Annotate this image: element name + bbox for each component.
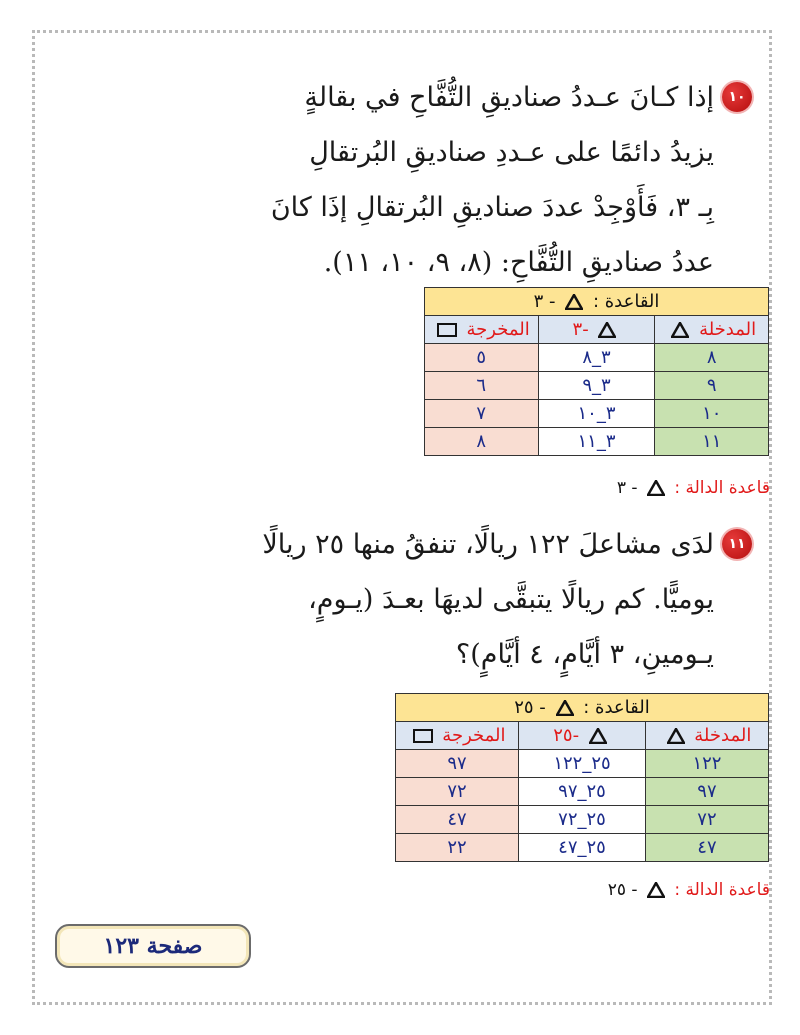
triangle-icon <box>667 728 685 744</box>
table-1-input-cell: ١٠ <box>655 400 769 428</box>
triangle-icon <box>647 480 665 496</box>
table-1-output-cell: ٨ <box>425 428 539 456</box>
table-1-function-rule-label: قاعدة الدالة : <box>674 478 770 498</box>
table-row <box>425 428 769 456</box>
table-2-header-output-label: المخرجة <box>442 725 506 746</box>
table-1-function-rule-value: - ٣ <box>616 478 638 498</box>
table-2-header-input-label: المدخلة <box>694 725 752 746</box>
table-1-header-output <box>425 316 539 344</box>
problem-11-line: لدَى مشاعلَ ١٢٢ ريالًا، تنفقُ منها ٢٥ ريالًا <box>262 529 714 560</box>
table-1-header-operation <box>538 316 655 344</box>
function-table-1 <box>424 287 769 456</box>
triangle-icon <box>647 882 665 898</box>
table-row <box>425 400 769 428</box>
table-1-function-rule <box>617 478 770 498</box>
table-2-operation-cell: ٢٥_٩٧ <box>519 778 646 806</box>
page-number-label: صفحة ١٢٣ <box>103 933 203 959</box>
table-2-output-cell: ٤٧ <box>396 806 519 834</box>
table-1-header-operation-label: -٣ <box>572 319 589 340</box>
table-1-operation-cell: ٣_٨ <box>538 344 655 372</box>
table-1-header-input <box>655 316 769 344</box>
table-2-header-input <box>645 722 768 750</box>
problem-10-line: عددُ صناديقِ التُّفَّاحِ: (٨، ٩، ١٠، ١١). <box>323 247 714 278</box>
table-row <box>396 778 769 806</box>
table-row <box>396 750 769 778</box>
table-2-input-cell: ١٢٢ <box>645 750 768 778</box>
table-1-header-output-label: المخرجة <box>466 319 530 340</box>
table-2-input-cell: ٤٧ <box>645 834 768 862</box>
table-row <box>396 834 769 862</box>
table-2-operation-cell: ٢٥_٤٧ <box>519 834 646 862</box>
table-2-operation-cell: ٢٥_١٢٢ <box>519 750 646 778</box>
triangle-icon <box>598 322 616 338</box>
table-row <box>425 344 769 372</box>
table-1-rule-value: - ٣ <box>533 291 556 312</box>
problem-11-text <box>262 517 714 682</box>
triangle-icon <box>556 700 574 716</box>
table-1-operation-cell: ٣_١٠ <box>538 400 655 428</box>
table-1-output-cell: ٦ <box>425 372 539 400</box>
table-1-input-cell: ٨ <box>655 344 769 372</box>
table-row <box>396 806 769 834</box>
problem-10-line: إذا كـانَ عـددُ صناديقِ التُّفَّاحِ في بقالةٍ <box>304 82 714 113</box>
problem-10-line: بِـ ٣، فَأَوْجِدْ عددَ صناديقِ البُرتقالِ إذَا كانَ <box>270 192 714 223</box>
triangle-icon <box>565 294 583 310</box>
table-1-output-cell: ٥ <box>425 344 539 372</box>
table-2-rule <box>396 694 769 722</box>
table-row <box>425 372 769 400</box>
square-icon <box>437 323 457 337</box>
table-2-input-cell: ٩٧ <box>645 778 768 806</box>
problem-11-line: يـومينِ، ٣ أيَّامٍ، ٤ أيَّامٍ)؟ <box>455 639 714 670</box>
page-number-tag <box>55 924 251 968</box>
problem-10-text <box>271 70 714 290</box>
problem-11-number: ١١ <box>728 536 746 552</box>
table-2-operation-cell: ٢٥_٧٢ <box>519 806 646 834</box>
table-2-input-cell: ٧٢ <box>645 806 768 834</box>
table-1-output-cell: ٧ <box>425 400 539 428</box>
table-2-output-cell: ٢٢ <box>396 834 519 862</box>
square-icon <box>413 729 433 743</box>
table-2-function-rule-label: قاعدة الدالة : <box>674 880 770 900</box>
table-2-header-operation-label: -٢٥ <box>553 725 580 746</box>
table-2-rule-value: - ٢٥ <box>514 697 546 718</box>
problem-10-number: ١٠ <box>728 89 746 105</box>
table-2-output-cell: ٩٧ <box>396 750 519 778</box>
triangle-icon <box>589 728 607 744</box>
table-2-function-rule <box>608 880 770 900</box>
table-2-rule-label: القاعدة : <box>583 697 650 718</box>
table-2-output-cell: ٧٢ <box>396 778 519 806</box>
table-2-header-operation <box>519 722 646 750</box>
function-table-2 <box>395 693 769 862</box>
table-1-operation-cell: ٣_٩ <box>538 372 655 400</box>
table-2-function-rule-value: - ٢٥ <box>607 880 638 900</box>
table-1-input-cell: ٩ <box>655 372 769 400</box>
problem-11-line: يوميًّا. كم ريالًا يتبقَّى لديهَا بعـدَ (يـومٍ، <box>308 584 714 615</box>
triangle-icon <box>671 322 689 338</box>
table-1-rule-label: القاعدة : <box>592 291 660 312</box>
problem-10-number-badge <box>722 82 752 112</box>
table-1-operation-cell: ٣_١١ <box>538 428 655 456</box>
problem-10-line: يزيدُ دائمًا على عـددِ صناديقِ البُرتقالِ <box>309 137 714 168</box>
problem-11-number-badge <box>722 529 752 559</box>
table-1-rule <box>425 288 769 316</box>
table-1-header-input-label: المدخلة <box>699 319 757 340</box>
table-1-input-cell: ١١ <box>655 428 769 456</box>
table-2-header-output <box>396 722 519 750</box>
